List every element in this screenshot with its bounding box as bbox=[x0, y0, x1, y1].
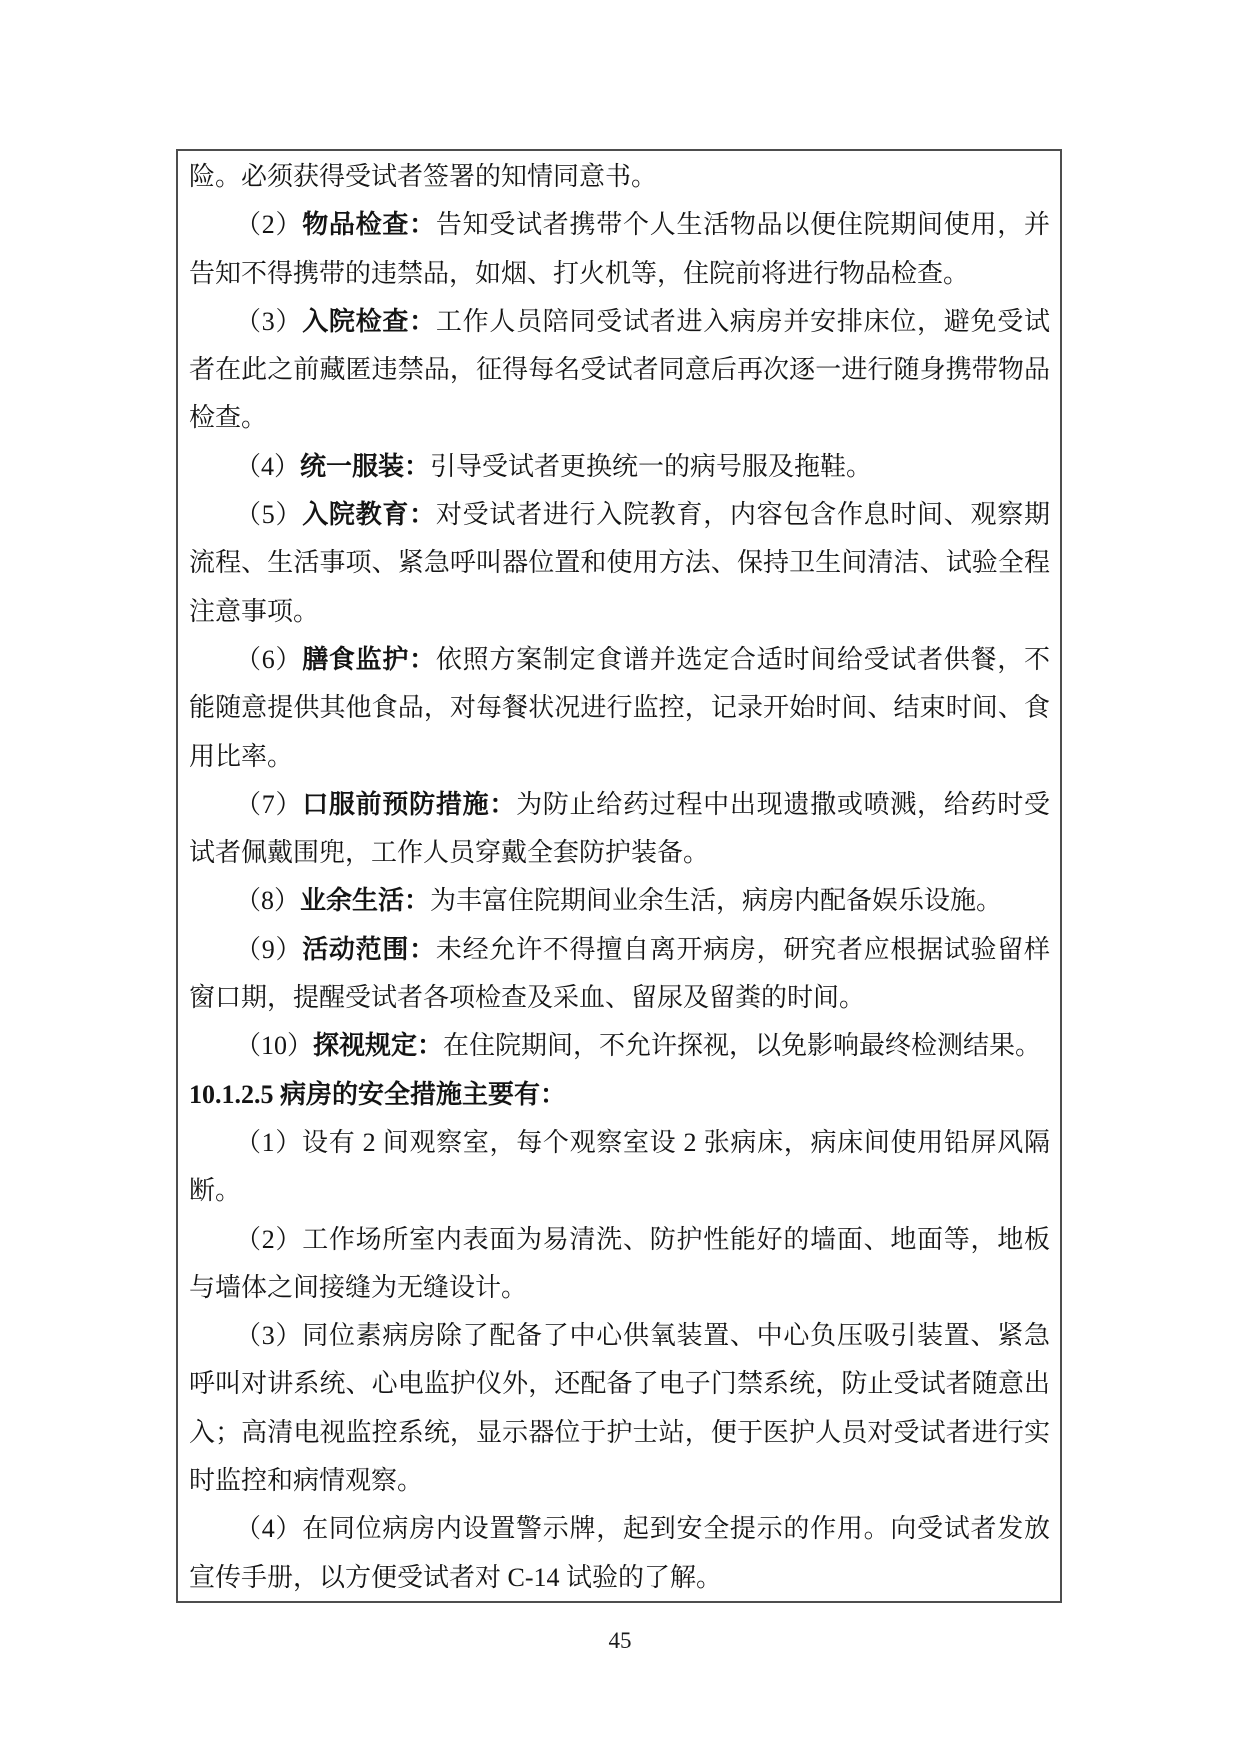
protocol-text-box bbox=[176, 149, 1062, 1603]
text-run: （2） bbox=[235, 210, 303, 240]
text-run: 引导受试者更换统一的病号服及拖鞋。 bbox=[430, 451, 873, 481]
text-run: 告知受试者携带个人生活物品以便住院期间使用，并告知不得携带的违禁品，如烟、打火机等，住院前将进行物品检查。 bbox=[189, 210, 1050, 288]
body-paragraph bbox=[189, 877, 1050, 925]
body-paragraph bbox=[189, 1312, 1050, 1505]
text-run: （2）工作场所室内表面为易清洗、防护性能好的墙面、地面等，地板与墙体之间接缝为无缝设计。 bbox=[189, 1224, 1050, 1302]
text-run: 对受试者进行入院教育，内容包含作息时间、观察期流程、生活事项、紧急呼叫器位置和使用方法、保持卫生间清洁、试验全程注意事项。 bbox=[189, 500, 1050, 626]
page-number: 45 bbox=[608, 1628, 632, 1653]
text-run: （4） bbox=[235, 451, 301, 481]
bold-label: 活动范围： bbox=[302, 934, 436, 964]
body-paragraph bbox=[189, 298, 1050, 443]
section-heading bbox=[189, 1071, 1050, 1119]
body-paragraph bbox=[189, 201, 1050, 298]
body-paragraph bbox=[189, 491, 1050, 636]
body-paragraph bbox=[189, 1505, 1050, 1602]
text-run: 在住院期间，不允许探视，以免影响最终检测结果。 bbox=[443, 1031, 1042, 1061]
page-footer bbox=[0, 1628, 1240, 1654]
text-run: （8） bbox=[235, 886, 301, 916]
text-run: （4）在同位病房内设置警示牌，起到安全提示的作用。向受试者发放宣传手册，以方便受试者对 C-14 试验的了解。 bbox=[189, 1514, 1050, 1592]
bold-label: 口服前预防措施： bbox=[302, 789, 517, 819]
bold-label: 统一服装： bbox=[300, 451, 431, 481]
bold-label: 入院检查： bbox=[302, 306, 436, 336]
text-run: 工作人员陪同受试者进入病房并安排床位，避免受试者在此之前藏匿违禁品，征得每名受试者同意后再次逐一进行随身携带物品检查。 bbox=[189, 306, 1050, 433]
body-paragraph bbox=[189, 1022, 1050, 1070]
bold-label: 业余生活： bbox=[300, 886, 431, 916]
text-run: （9） bbox=[235, 934, 303, 964]
text-run: （5） bbox=[235, 500, 303, 530]
bold-label: 探视规定： bbox=[313, 1031, 444, 1061]
text-run: 依照方案制定食谱并选定合适时间给受试者供餐，不能随意提供其他食品，对每餐状况进行监控，记录开始时间、结束时间、食用比率。 bbox=[189, 644, 1050, 771]
body-paragraph bbox=[189, 443, 1050, 491]
text-run: （3） bbox=[235, 306, 303, 336]
bold-label: 10.1.2.5 病房的安全措施主要有： bbox=[189, 1079, 567, 1109]
body-paragraph bbox=[189, 153, 1050, 201]
body-paragraph bbox=[189, 926, 1050, 1023]
text-run: 为防止给药过程中出现遗撒或喷溅，给药时受试者佩戴围兜，工作人员穿戴全套防护装备。 bbox=[189, 789, 1050, 868]
text-run: （7） bbox=[235, 789, 303, 819]
text-run: （6） bbox=[235, 644, 303, 674]
body-paragraph bbox=[189, 1216, 1050, 1313]
body-paragraph bbox=[189, 636, 1050, 781]
text-run: 为丰富住院期间业余生活，病房内配备娱乐设施。 bbox=[430, 886, 1003, 916]
text-run: （10） bbox=[235, 1031, 314, 1061]
text-run: 险。必须获得受试者签署的知情同意书。 bbox=[189, 162, 658, 191]
text-run: 未经允许不得擅自离开病房，研究者应根据试验留样窗口期，提醒受试者各项检查及采血、留尿及留粪的时间。 bbox=[189, 934, 1050, 1013]
body-paragraph bbox=[189, 1119, 1050, 1216]
text-run: （1）设有 2 间观察室，每个观察室设 2 张病床，病床间使用铅屏风隔断。 bbox=[189, 1127, 1050, 1206]
bold-label: 入院教育： bbox=[302, 500, 436, 530]
text-run: （3）同位素病房除了配备了中心供氧装置、中心负压吸引装置、紧急呼叫对讲系统、心电监护仪外，还配备了电子门禁系统，防止受试者随意出入；高清电视监控系统，显示器位于护士站，便于医护人员对受试者进行实时监控和病情观察。 bbox=[189, 1321, 1050, 1496]
bold-label: 膳食监护： bbox=[302, 644, 436, 674]
body-paragraph bbox=[189, 781, 1050, 878]
bold-label: 物品检查： bbox=[302, 210, 436, 240]
body-paragraph bbox=[189, 1602, 1050, 1603]
